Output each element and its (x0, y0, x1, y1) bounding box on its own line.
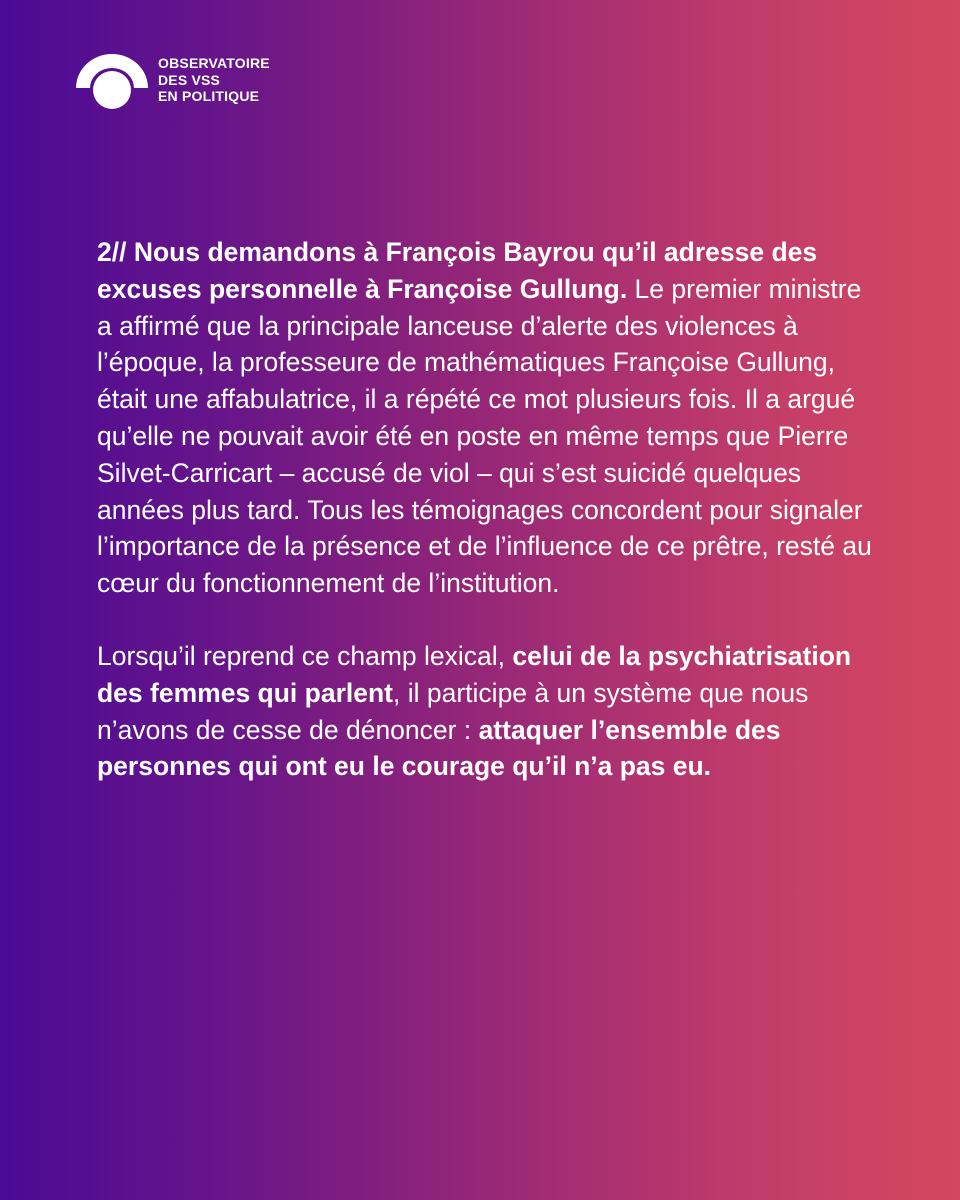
logo-text (158, 54, 270, 105)
paragraph-2-text-1: Lorsqu’il reprend ce champ lexical, (97, 640, 513, 671)
paragraph-1-bold: 2// Nous demandons à François Bayrou qu’il adresse des excuses personnelle à Françoise Gullung. (97, 237, 818, 304)
main-text (97, 234, 877, 785)
paragraph-2-text-2: , il participe à un système que nous n’avons de cesse de dénoncer : (97, 677, 809, 745)
logo-line-1: OBSERVATOIRE (158, 55, 270, 71)
paragraph-1 (97, 234, 877, 602)
paragraph-2 (97, 638, 877, 785)
logo-line-3: EN POLITIQUE (158, 88, 260, 104)
logo (76, 54, 270, 110)
logo-arch-icon (76, 54, 148, 110)
paragraph-2-bold-1: celui de la psychiatrisation des femmes qui parlent (97, 640, 852, 708)
paragraph-1-text: Le premier ministre a affirmé que la principale lanceuse d’alerte des violences à l’époque, la professeure de mathématiques Françoise Gullung, était une affabulatrice, il a répété ce mot plusieurs fois. Il a argué qu’elle ne pouvait avoir été en poste en même temps que Pierre Silvet-Carricart – accusé de viol – qui s’est suicidé quelques années plus tard. Tous les témoignages concordent pour signaler l’importance de la présence et de l’influence de ce prêtre, resté au cœur du fonctionnement de l’institution. (97, 273, 872, 599)
paragraph-2-bold-2: attaquer l’ensemble des personnes qui ont eu le courage qu’il n’a pas eu. (97, 714, 781, 782)
logo-line-2: DES VSS (158, 71, 221, 88)
